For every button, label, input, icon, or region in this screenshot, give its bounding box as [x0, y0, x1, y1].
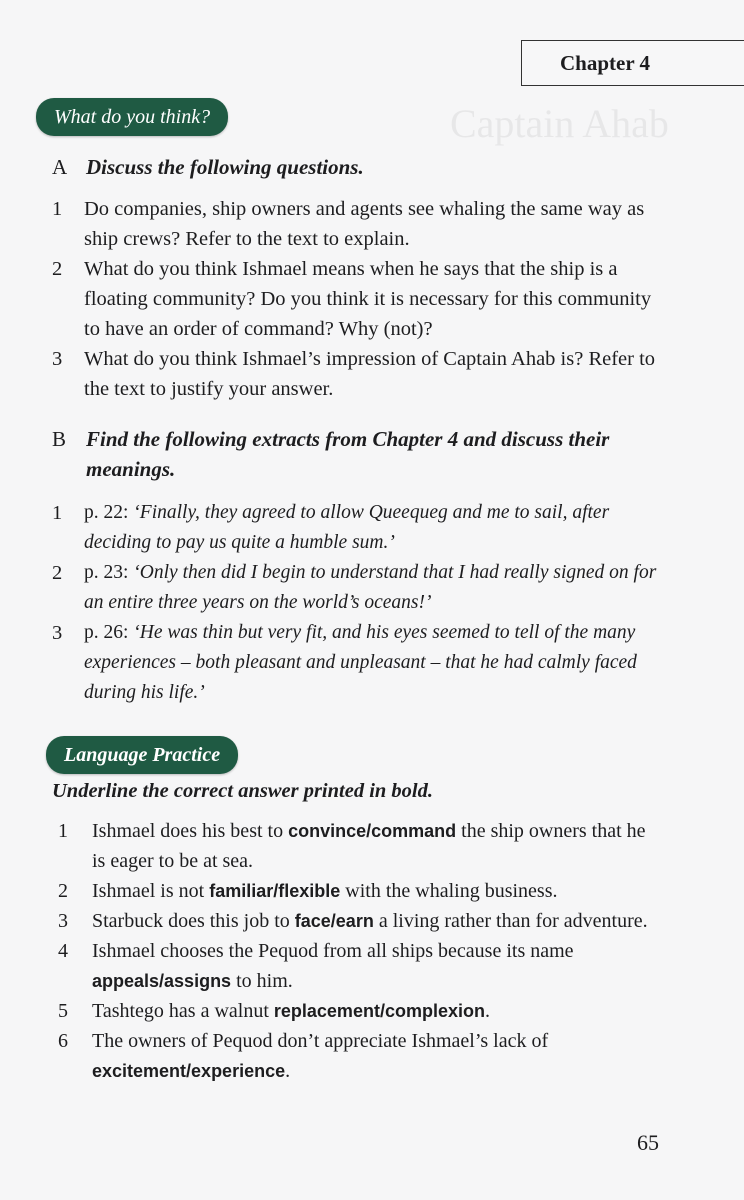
section-b-title-line2: meanings. — [86, 457, 176, 481]
faded-chapter-title: Captain Ahab — [450, 101, 669, 146]
item-number: 2 — [52, 562, 63, 584]
answer-choices: familiar/flexible — [209, 881, 341, 901]
list-item — [52, 618, 672, 708]
list-item — [58, 816, 658, 876]
page-reference: p. 23: — [84, 562, 129, 583]
language-practice-banner: Language Practice — [46, 736, 238, 774]
list-item — [52, 498, 672, 558]
item-text-before: Ishmael chooses the Pequod from all ships because its name — [92, 940, 574, 962]
practice-instruction: Underline the correct answer printed in bold. — [52, 780, 433, 802]
answer-choices: convince/command — [288, 821, 457, 841]
item-text-after: a living rather than for adventure. — [373, 910, 648, 932]
chapter-label: Chapter 4 — [560, 51, 651, 75]
list-item — [52, 344, 672, 404]
list-item — [52, 254, 672, 344]
item-number: 1 — [52, 502, 63, 524]
item-number: 1 — [58, 820, 68, 842]
answer-choices: appeals/assigns — [92, 971, 232, 991]
list-item — [58, 1026, 658, 1086]
item-number: 3 — [58, 910, 68, 932]
section-a-heading — [52, 152, 364, 182]
item-text-after: . — [285, 1060, 291, 1082]
answer-choices: excitement/experience — [92, 1061, 286, 1081]
section-a-questions — [52, 194, 672, 404]
extract-text: ‘Finally, they agreed to allow Queequeg and me to sail, after deciding to pay us quite a humble sum.’ — [84, 502, 610, 553]
item-text-before: The owners of Pequod don’t appreciate Ishmael’s lack of — [92, 1030, 549, 1052]
item-text-before: Ishmael does his best to — [92, 820, 289, 842]
item-number: 2 — [58, 880, 68, 902]
what-do-you-think-banner: What do you think? — [36, 98, 228, 136]
item-text-after: the ship owners that he is eager to be at sea. — [92, 820, 646, 872]
item-number: 4 — [58, 940, 68, 962]
section-b-heading — [52, 424, 672, 484]
list-item — [52, 194, 672, 254]
item-text-before: Ishmael is not — [92, 880, 210, 902]
section-b-title-line1: Find the following extracts from Chapter 4 and discuss their — [86, 427, 610, 451]
item-text: What do you think Ishmael’s impression of Captain Ahab is? Refer to the text to justify your answer. — [84, 348, 656, 400]
list-item — [58, 906, 658, 936]
list-item — [52, 558, 672, 618]
section-a-letter: A — [52, 155, 68, 179]
extract-text: ‘He was thin but very fit, and his eyes seemed to tell of the many experiences – both pleasant and unpleasant – that he had calmly faced during his life.’ — [84, 622, 637, 703]
item-text-after: . — [484, 1000, 490, 1022]
extract-text: ‘Only then did I begin to understand that I had really signed on for an entire three years on the world’s oceans!’ — [84, 562, 657, 613]
list-item — [58, 936, 658, 996]
section-b-extracts — [52, 498, 672, 708]
item-text-before: Tashtego has a walnut — [92, 1000, 274, 1022]
item-number: 6 — [58, 1030, 68, 1052]
page-number: 65 — [637, 1130, 659, 1155]
item-number: 3 — [52, 622, 63, 644]
item-number: 2 — [52, 258, 63, 280]
answer-choices: replacement/complexion — [273, 1001, 485, 1021]
page-reference: p. 22: — [84, 502, 129, 523]
item-number: 3 — [52, 348, 63, 370]
item-number: 1 — [52, 198, 63, 220]
list-item — [58, 996, 658, 1026]
page-reference: p. 26: — [84, 622, 129, 643]
item-number: 5 — [58, 1000, 68, 1022]
practice-items — [58, 816, 658, 1086]
item-text: Do companies, ship owners and agents see whaling the same way as ship crews? Refer to the text to explain. — [84, 198, 645, 250]
section-b-letter: B — [52, 427, 67, 451]
list-item — [58, 876, 658, 906]
answer-choices: face/earn — [294, 911, 374, 931]
item-text: What do you think Ishmael means when he says that the ship is a floating community? Do you think it is necessary for this community to have an order of command? Why (not)? — [84, 258, 652, 340]
chapter-tab — [521, 40, 744, 86]
item-text-after: with the whaling business. — [340, 880, 558, 902]
item-text-after: to him. — [231, 970, 293, 992]
section-a-title: Discuss the following questions. — [86, 155, 364, 179]
item-text-before: Starbuck does this job to — [92, 910, 295, 932]
